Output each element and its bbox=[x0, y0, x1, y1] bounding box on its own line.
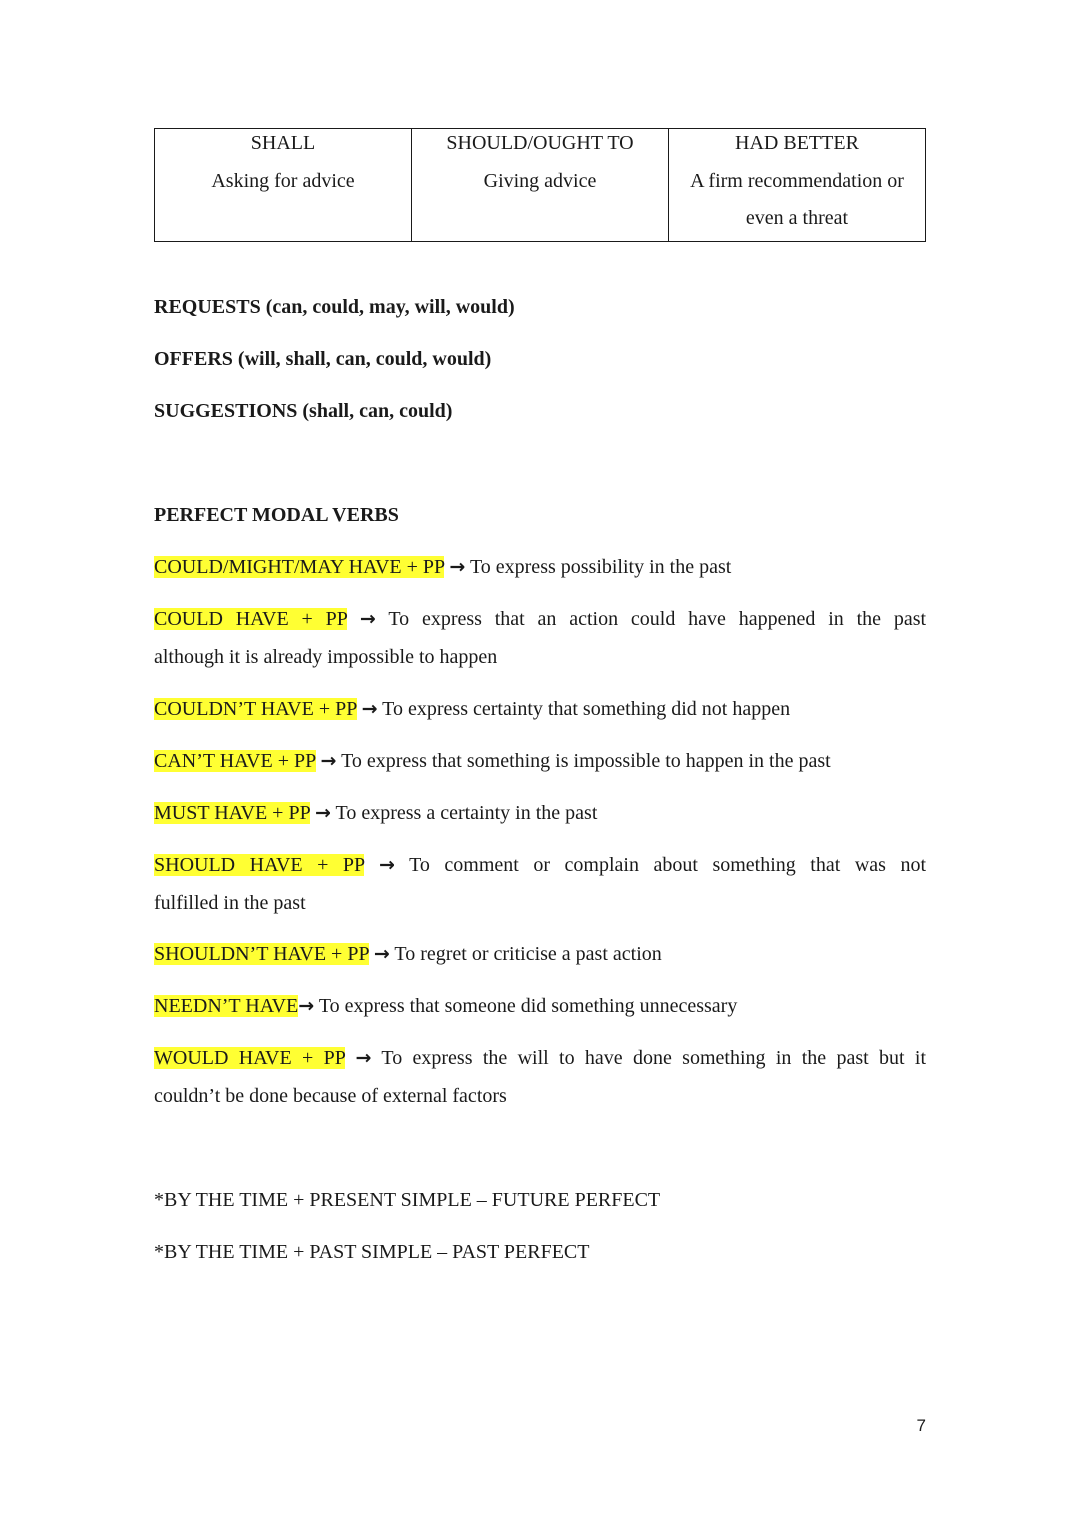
rule-item bbox=[154, 795, 926, 833]
function-label: REQUESTS bbox=[154, 296, 261, 318]
cell-description: A firm recommendation or bbox=[690, 169, 904, 192]
cell-heading: SHOULD/OUGHT TO bbox=[446, 132, 634, 154]
table-cell-should bbox=[412, 129, 669, 242]
function-label: SUGGESTIONS bbox=[154, 400, 298, 422]
arrow-icon: → bbox=[449, 556, 466, 578]
modal-advice-table bbox=[154, 128, 926, 242]
rule-meaning: To regret or criticise a past action bbox=[394, 943, 662, 965]
rule-meaning-cont: couldn’t be done because of external factors bbox=[154, 1084, 507, 1107]
table-cell-had-better bbox=[669, 129, 926, 242]
function-modals: (shall, can, could) bbox=[297, 400, 453, 422]
cell-description: Asking for advice bbox=[211, 169, 355, 192]
arrow-icon: → bbox=[378, 854, 395, 876]
rule-meaning: To express possibility in the past bbox=[469, 556, 732, 578]
function-modals: (will, shall, can, could, would) bbox=[232, 348, 492, 370]
rule-form: COULDN’T HAVE + PP bbox=[154, 698, 357, 720]
rule-item bbox=[154, 847, 926, 922]
cell-heading: SHALL bbox=[250, 132, 316, 154]
note-line: *BY THE TIME + PRESENT SIMPLE – FUTURE PERFECT bbox=[154, 1189, 661, 1211]
arrow-icon: → bbox=[314, 802, 331, 824]
rule-meaning: To comment or complain about something that was not bbox=[409, 854, 926, 876]
rule-item bbox=[154, 988, 926, 1026]
requests-line bbox=[154, 289, 926, 327]
rule-form: NEEDN’T HAVE bbox=[154, 995, 299, 1017]
rule-item bbox=[154, 691, 926, 729]
arrow-icon: → bbox=[359, 608, 376, 630]
rule-meaning: To express that an action could have happened in the past bbox=[388, 608, 926, 630]
offers-line bbox=[154, 341, 926, 379]
arrow-icon: → bbox=[361, 698, 378, 720]
page-number: 7 bbox=[916, 1416, 926, 1435]
note-line: *BY THE TIME + PAST SIMPLE – PAST PERFECT bbox=[154, 1241, 590, 1263]
rule-meaning: To express certainty that something did not happen bbox=[382, 698, 791, 720]
function-label: OFFERS bbox=[154, 348, 233, 370]
arrow-icon: → bbox=[320, 750, 337, 772]
arrow-icon: → bbox=[355, 1047, 372, 1069]
section-heading: PERFECT MODAL VERBS bbox=[154, 504, 399, 526]
rule-meaning: To express a certainty in the past bbox=[335, 802, 598, 824]
function-modals: (can, could, may, will, would) bbox=[260, 296, 515, 318]
rule-item bbox=[154, 936, 926, 974]
table-cell-shall bbox=[155, 129, 412, 242]
rule-form: SHOULDN’T HAVE + PP bbox=[154, 943, 369, 965]
rule-item bbox=[154, 743, 926, 781]
rule-meaning: To express the will to have done something in the past but it bbox=[381, 1047, 926, 1069]
rule-form: MUST HAVE + PP bbox=[154, 802, 310, 824]
rule-form: COULD HAVE + PP bbox=[154, 608, 348, 630]
cell-description: Giving advice bbox=[483, 169, 597, 192]
suggestions-line bbox=[154, 393, 926, 431]
rule-form: COULD/MIGHT/MAY HAVE + PP bbox=[154, 556, 445, 578]
rule-form: SHOULD HAVE + PP bbox=[154, 854, 365, 876]
cell-heading: HAD BETTER bbox=[735, 132, 859, 154]
rule-item bbox=[154, 601, 926, 676]
rule-form: WOULD HAVE + PP bbox=[154, 1047, 346, 1069]
rule-meaning: To express that something is impossible to happen in the past bbox=[341, 750, 831, 772]
arrow-icon: → bbox=[373, 943, 390, 965]
rule-item bbox=[154, 1040, 926, 1115]
rule-meaning-cont: fulfilled in the past bbox=[154, 891, 306, 914]
rule-meaning: To express that someone did something unnecessary bbox=[318, 995, 738, 1017]
arrow-icon: → bbox=[298, 995, 315, 1017]
rule-meaning-cont: although it is already impossible to happen bbox=[154, 645, 498, 668]
rule-form: CAN’T HAVE + PP bbox=[154, 750, 316, 772]
cell-description-cont: even a threat bbox=[745, 207, 849, 229]
rule-item bbox=[154, 549, 926, 587]
